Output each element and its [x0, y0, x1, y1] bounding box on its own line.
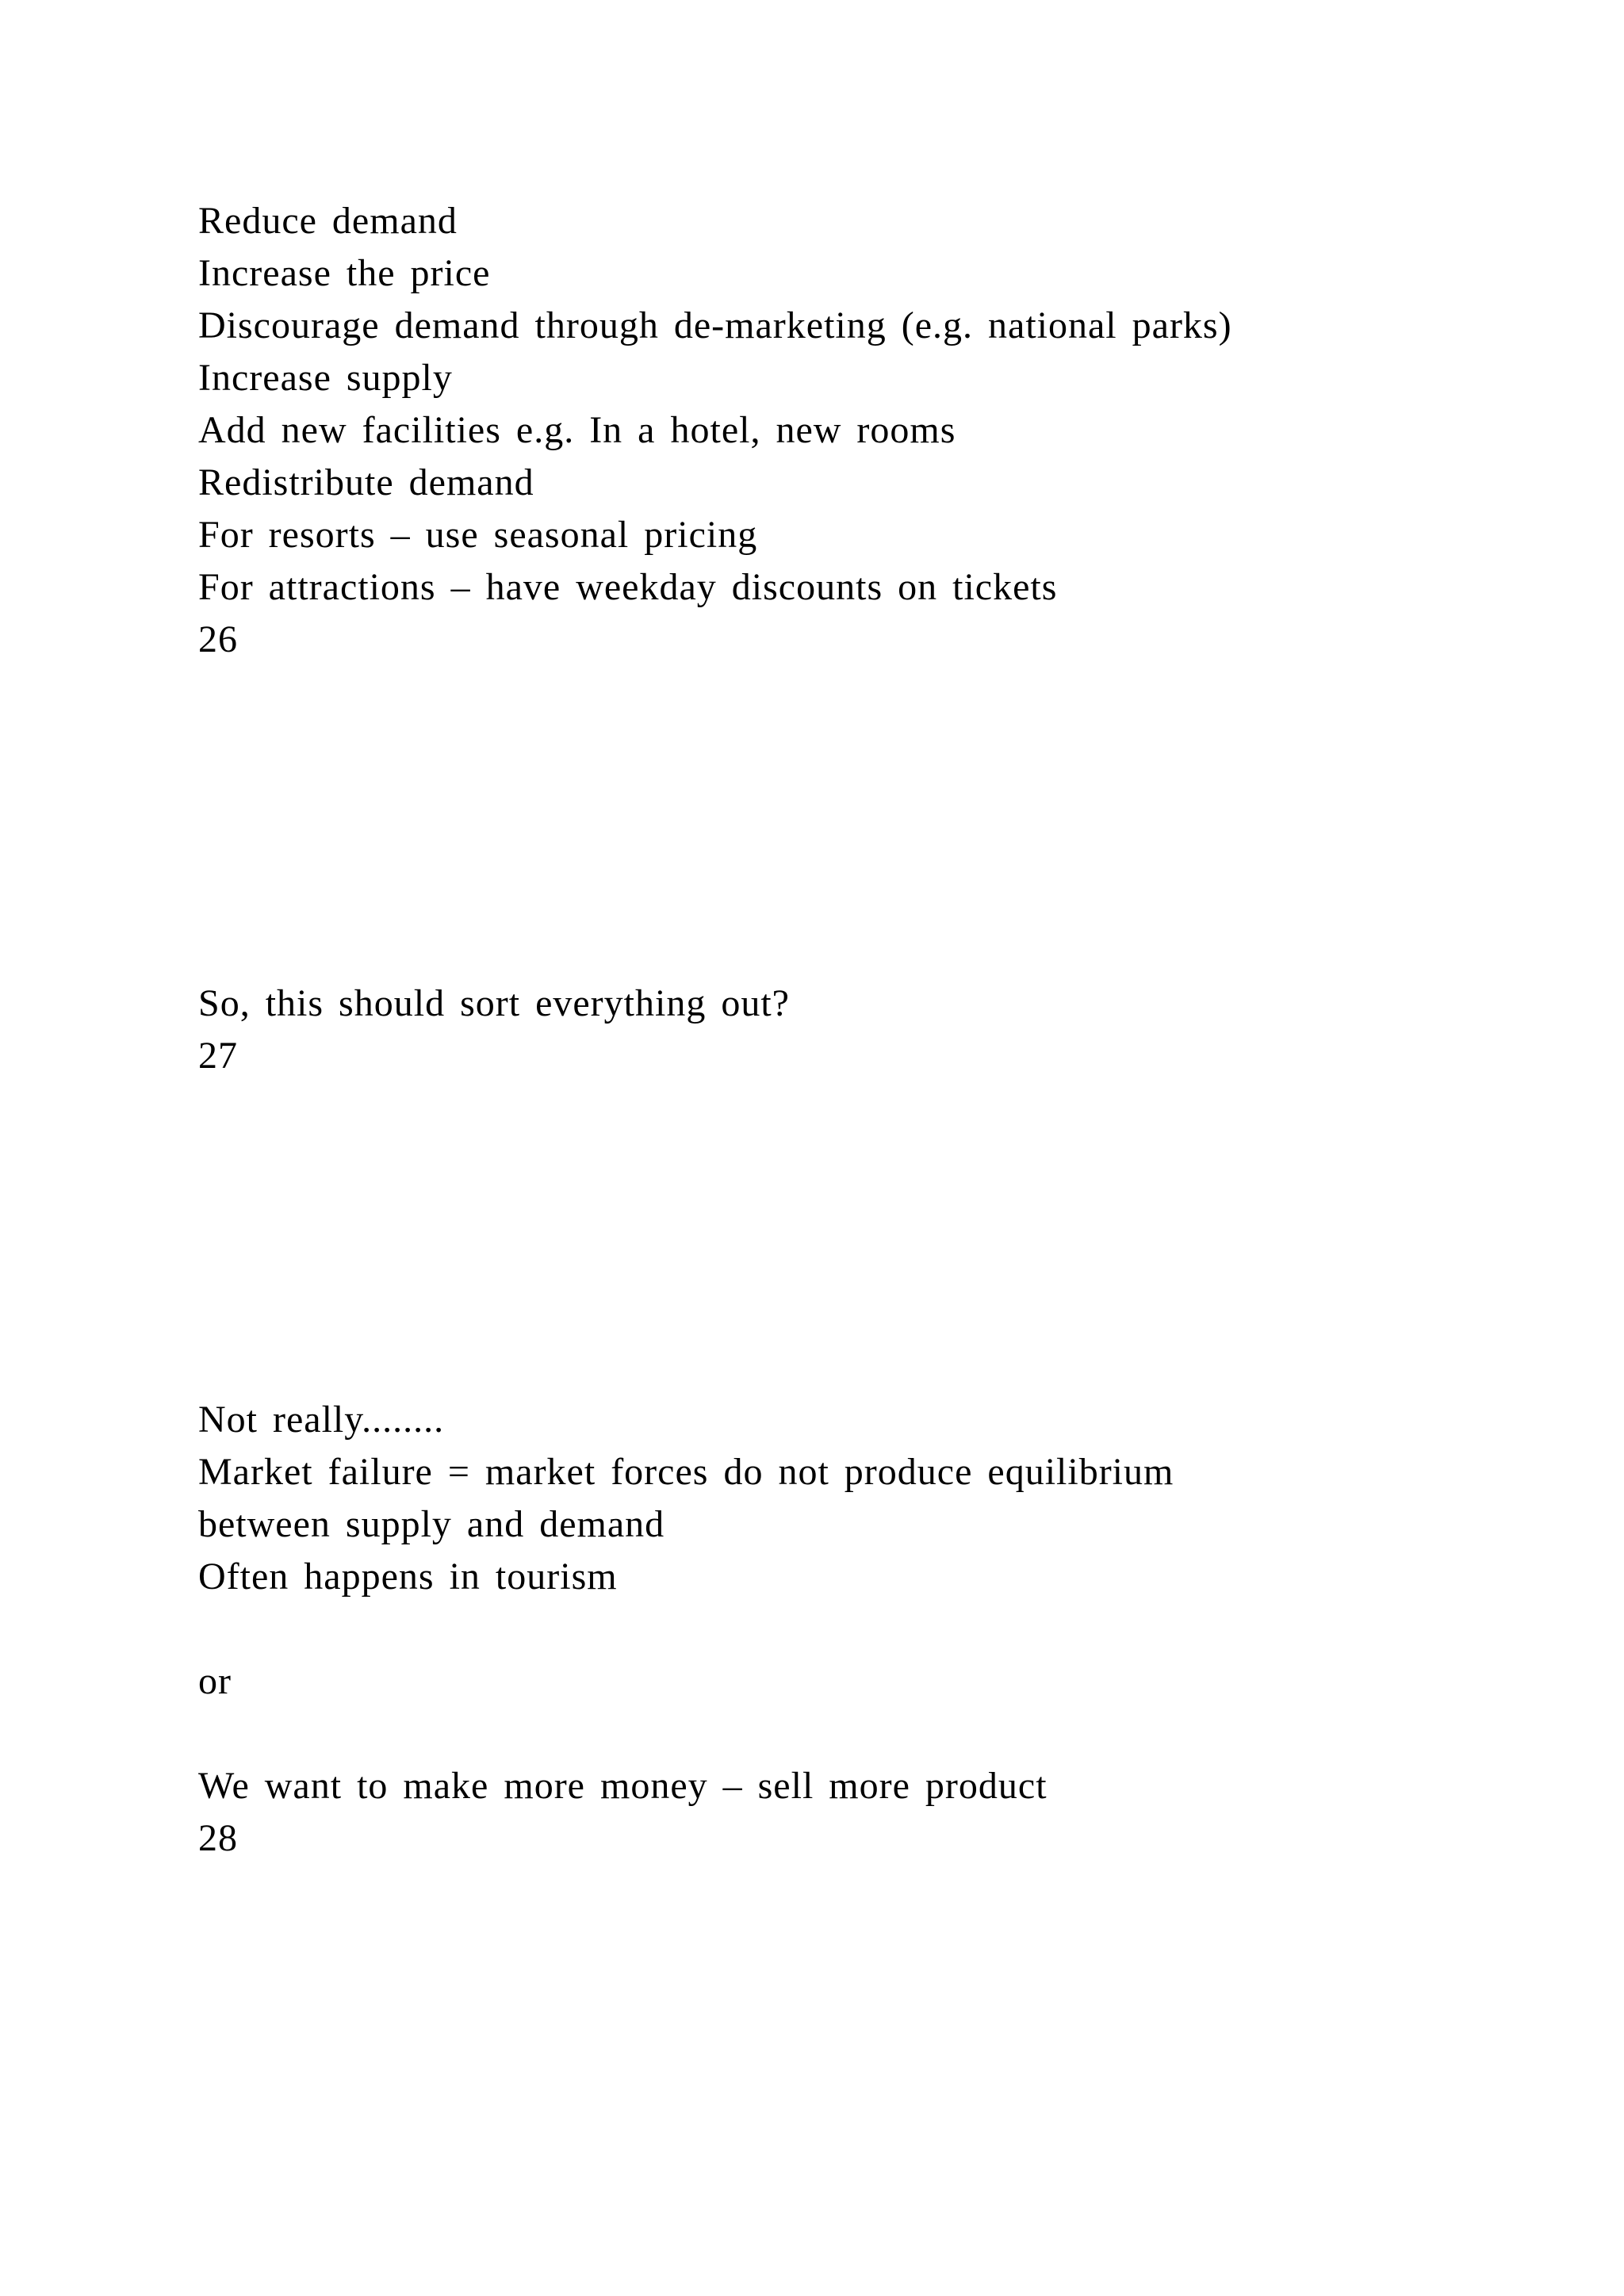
- text-line: Redistribute demand: [198, 461, 534, 503]
- text-line: So, this should sort everything out?: [198, 982, 790, 1024]
- text-line: Add new facilities e.g. In a hotel, new rooms: [198, 409, 956, 451]
- text-line: between supply and demand: [198, 1503, 665, 1545]
- text-line: For resorts – use seasonal pricing: [198, 514, 758, 556]
- text-line: Reduce demand: [198, 200, 458, 242]
- text-line: Not really........: [198, 1399, 445, 1441]
- text-line: For attractions – have weekday discounts on tickets: [198, 566, 1058, 608]
- text-line: Often happens in tourism: [198, 1556, 618, 1598]
- text-line: or: [198, 1660, 232, 1702]
- text-line: Market failure = market forces do not produce equilibrium: [198, 1451, 1174, 1493]
- page-number: 27: [198, 1035, 238, 1077]
- page-number: 26: [198, 618, 238, 660]
- text-line: Discourage demand through de-marketing (e.g. national parks): [198, 304, 1232, 346]
- page-number: 28: [198, 1817, 238, 1859]
- text-line: Increase supply: [198, 357, 453, 399]
- text-line: We want to make more money – sell more product: [198, 1765, 1048, 1807]
- text-line: Increase the price: [198, 252, 491, 294]
